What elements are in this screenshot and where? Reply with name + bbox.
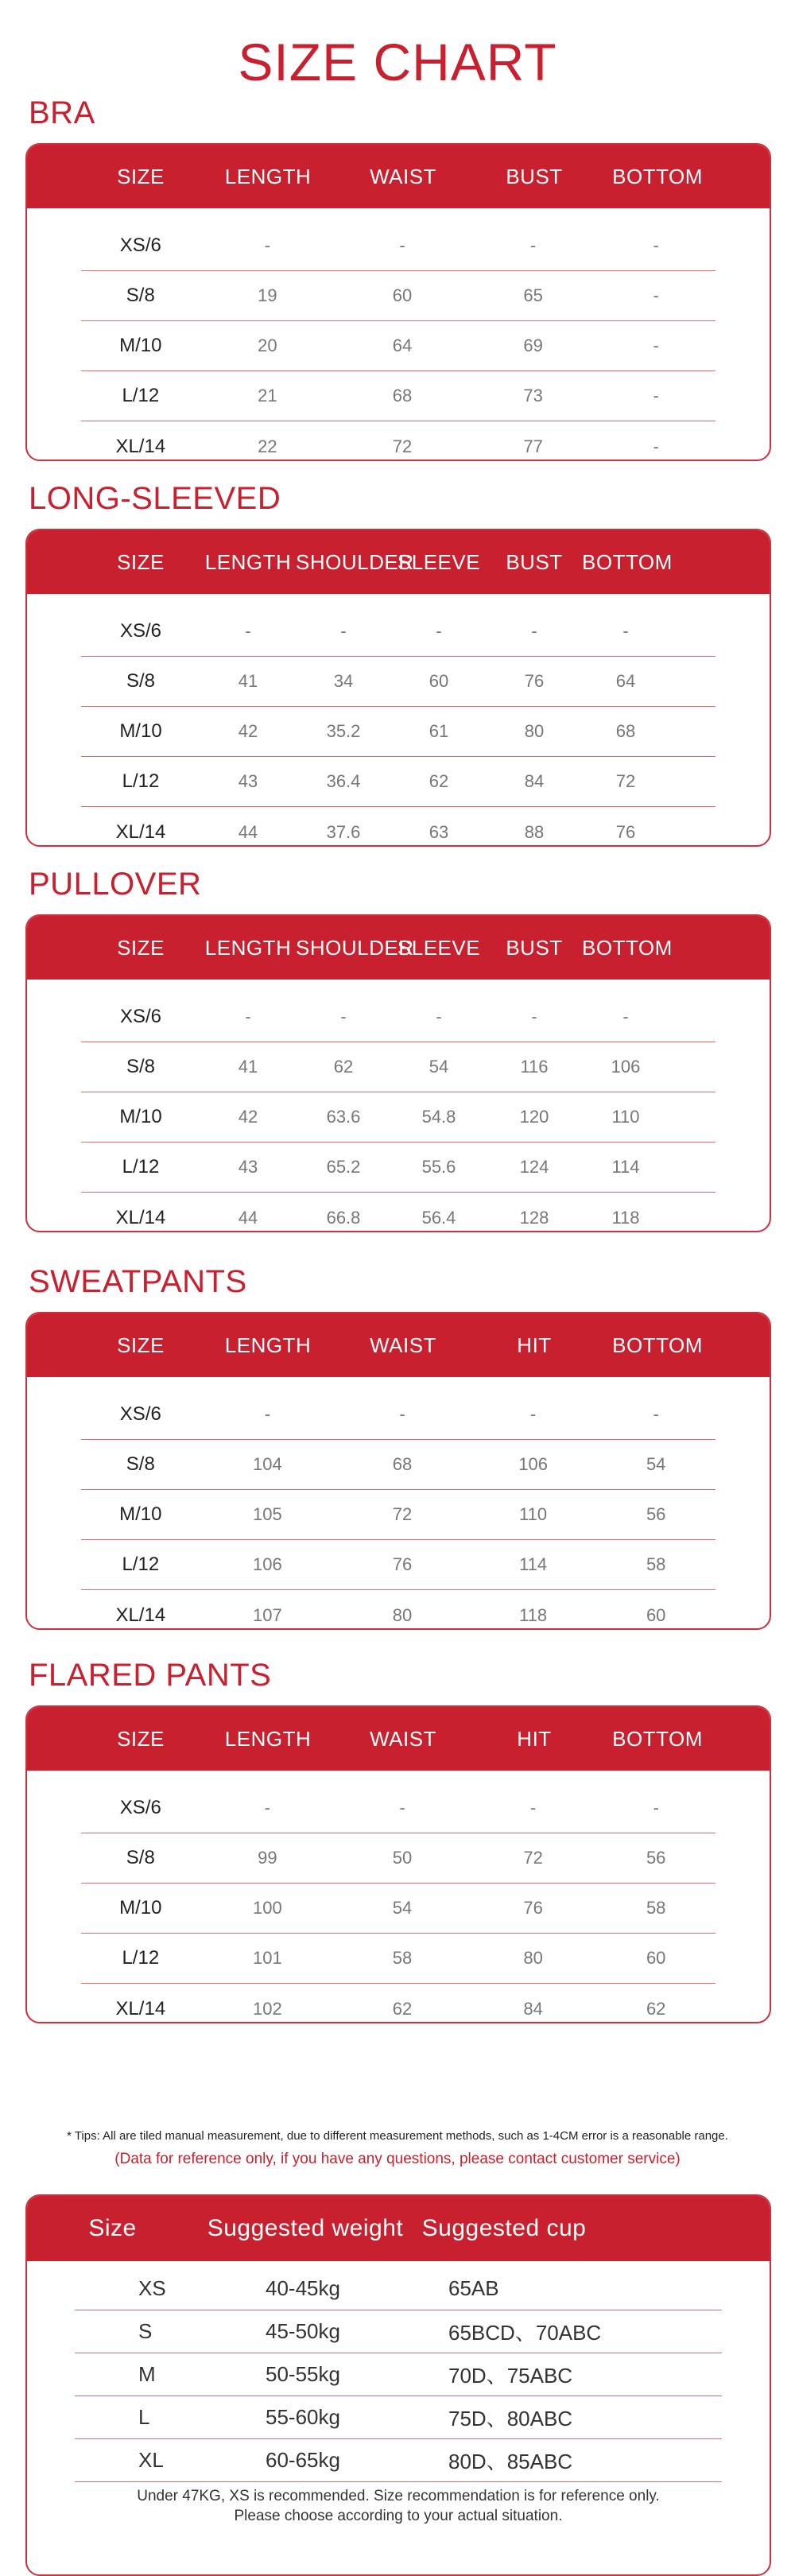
measurement-cell: 41 [238,1057,258,1077]
measurement-cell: 54 [429,1057,449,1077]
measurement-cell: 69 [523,336,543,355]
table-row [81,221,716,271]
measurement-cell: 114 [519,1554,548,1574]
measurement-cell: 60 [646,1604,666,1625]
table-row [81,1783,716,1833]
table-body [27,1771,770,2023]
size-label: XL/14 [115,821,166,843]
footer-line-1: Under 47KG, XS is recommended. Size recommendation is for reference only. [137,2488,660,2504]
size-label: S [138,2319,153,2343]
measurement-cell: 76 [524,671,545,691]
size-table-4 [25,1705,771,2023]
tips-note: * Tips: All are tiled manual measurement, due to different measurement methods, such as 1-4CM error is a reasonable range. [67,2129,728,2143]
measurement-cell: 62 [392,1998,413,2019]
measurement-cell: 76 [523,1898,543,1918]
size-label: M/10 [119,335,162,356]
section-title-3: SWEATPANTS [29,1264,247,1299]
measurement-cell: 42 [238,721,258,741]
header-cell: BUST [506,935,563,960]
table-row [81,1984,716,2023]
size-label: L/12 [122,1947,160,1969]
measurement-cell: 106 [253,1554,282,1574]
table-header [27,1313,770,1377]
header-cell: BOTTOM [582,549,673,574]
header-cell: SIZE [117,164,165,188]
header-cell: SHOULDER [296,935,414,960]
table-row [81,992,716,1042]
table-body [27,208,770,461]
table-row [75,2396,722,2439]
measurement-cell: - [340,621,347,641]
size-label: S/8 [126,1453,155,1475]
table-body [27,980,770,1232]
measurement-cell: - [264,1404,271,1424]
table-row [81,607,716,657]
size-label: M/10 [119,1106,162,1127]
table-row [81,1440,716,1490]
table-row [81,1884,716,1934]
size-label: S/8 [126,285,155,306]
header-cell: BUST [506,164,563,188]
table-body [27,1377,770,1630]
size-label: L/12 [122,385,160,406]
header-cell: LENGTH [204,935,292,960]
cup-size: 65AB [448,2276,499,2300]
measurement-cell: - [436,621,442,641]
header-cell: WAIST [370,1333,436,1357]
measurement-cell: - [264,1798,271,1818]
measurement-cell: - [653,235,659,255]
measurement-cell: - [245,621,251,641]
cup-size: 65BCD、70ABC [448,2321,602,2345]
measurement-cell: 58 [392,1948,413,1968]
size-label: L/12 [122,1156,160,1177]
table-header [27,916,770,980]
measurement-cell: - [399,1798,405,1818]
header-suggested-weight: Suggested weight [207,2215,404,2241]
measurement-cell: 76 [392,1554,413,1574]
measurement-cell: 72 [523,1848,543,1868]
measurement-cell: - [653,285,659,305]
table-row [81,1934,716,1984]
measurement-cell: - [653,336,659,355]
size-label: L/12 [122,1554,160,1575]
size-label: XS/6 [119,1006,162,1027]
measurement-cell: 62 [646,1998,666,2019]
measurement-cell: 19 [258,285,277,305]
table-row [81,271,716,321]
size-label: XL/14 [115,435,166,457]
measurement-cell: 63 [429,821,449,842]
measurement-cell: 120 [519,1107,549,1127]
table-row [81,1490,716,1540]
table-header [27,145,770,208]
measurement-cell: 34 [333,671,354,691]
measurement-cell: - [399,1404,405,1424]
measurement-cell: 20 [258,336,277,355]
table-row [81,1833,716,1884]
table-row [81,321,716,371]
size-label: XS/6 [119,1403,161,1425]
size-label: M/10 [119,1897,162,1918]
section-title-1: LONG-SLEEVED [29,481,281,516]
table-row [81,1143,716,1193]
table-row [75,2310,722,2353]
measurement-cell: 22 [258,436,277,456]
measurement-cell: 58 [646,1898,666,1918]
measurement-cell: 77 [523,436,543,456]
measurement-cell: 88 [524,821,545,842]
measurement-cell: 124 [519,1157,549,1177]
measurement-cell: 43 [238,1157,258,1177]
measurement-cell: 56 [646,1848,666,1868]
table-row [81,1590,716,1630]
measurement-cell: 56.4 [421,1207,456,1228]
measurement-cell: 54.8 [421,1107,456,1127]
table-row [75,2353,722,2396]
measurement-cell: 73 [523,386,543,405]
measurement-cell: 62 [333,1057,354,1077]
measurement-cell: 68 [392,1454,413,1474]
measurement-cell: 84 [523,1998,543,2019]
measurement-cell: 114 [611,1157,640,1177]
table-row [81,707,716,757]
measurement-cell: - [399,235,405,255]
size-label: S/8 [126,1056,156,1077]
measurement-cell: - [340,1007,347,1026]
measurement-cell: 80 [392,1604,413,1625]
measurement-cell: - [653,386,659,405]
measurement-cell: 60 [429,671,449,691]
measurement-cell: 72 [392,436,413,456]
header-cell: BUST [506,549,563,574]
measurement-cell: 56 [646,1504,666,1524]
header-cell: LENGTH [224,1333,312,1357]
measurement-cell: - [653,436,659,456]
measurement-cell: 44 [238,821,258,842]
measurement-cell: 118 [611,1207,640,1228]
section-title-0: BRA [29,95,95,130]
weight-range: 60-65kg [266,2448,340,2472]
measurement-cell: 44 [238,1207,258,1228]
measurement-cell: - [622,621,629,641]
header-cell: SLEEVE [397,935,481,960]
size-label: XL/14 [115,1206,166,1228]
measurement-cell: 102 [253,1998,282,2019]
measurement-cell: 58 [646,1554,666,1574]
measurement-cell: 41 [238,671,258,691]
size-label: XL [138,2448,164,2472]
size-label: XS/6 [119,235,161,256]
size-label: L [138,2405,150,2429]
size-label: XS/6 [119,1797,161,1818]
measurement-cell: 72 [615,771,636,791]
measurement-cell: 68 [615,721,636,741]
measurement-cell: - [264,235,271,255]
measurement-cell: 60 [646,1948,666,1968]
measurement-cell: - [529,1798,537,1818]
measurement-cell: 84 [524,771,545,791]
measurement-cell: 76 [615,821,636,842]
header-suggested-cup: Suggested cup [421,2215,587,2241]
table-header [27,530,770,594]
header-cell: BOTTOM [612,1726,703,1751]
table-body [27,594,770,847]
cup-size: 70D、75ABC [448,2364,573,2388]
header-cell: WAIST [370,164,436,188]
measurement-cell: 64 [615,671,636,691]
weight-table-footer [27,2486,770,2526]
size-table-1 [25,529,771,847]
weight-range: 50-55kg [266,2362,340,2386]
header-cell: SHOULDER [296,549,414,574]
table-row [75,2268,722,2310]
measurement-cell: 72 [392,1504,413,1524]
measurement-cell: - [531,621,537,641]
measurement-cell: 66.8 [326,1207,361,1228]
measurement-cell: 107 [253,1604,282,1625]
measurement-cell: 100 [253,1898,282,1918]
header-size: Size [88,2215,137,2241]
measurement-cell: 50 [392,1848,413,1868]
measurement-cell: - [531,1007,537,1026]
measurement-cell: 106 [611,1057,641,1077]
header-cell: LENGTH [224,164,312,188]
measurement-cell: 42 [238,1107,258,1127]
header-cell: SIZE [117,1333,165,1357]
measurement-cell: - [622,1007,629,1026]
table-row [81,757,716,807]
measurement-cell: - [529,235,537,255]
size-label: S/8 [126,1847,155,1868]
table-row [81,1540,716,1590]
header-cell: BOTTOM [612,164,703,188]
measurement-cell: 65.2 [326,1157,361,1177]
size-label: M [138,2362,156,2386]
weight-table-header [27,2196,770,2261]
measurement-cell: 80 [523,1948,543,1968]
measurement-cell: 110 [519,1504,548,1524]
measurement-cell: 105 [253,1504,282,1524]
table-row [81,371,716,421]
header-cell: SIZE [117,935,165,960]
size-table-0 [25,143,771,461]
header-cell: LENGTH [204,549,292,574]
measurement-cell: - [653,1798,659,1818]
cup-size: 75D、80ABC [448,2407,573,2431]
measurement-cell: 36.4 [326,771,361,791]
weight-range: 55-60kg [266,2405,340,2429]
header-cell: WAIST [370,1726,436,1751]
table-row [81,1042,716,1092]
measurement-cell: 116 [520,1057,549,1077]
header-cell: BOTTOM [582,935,673,960]
measurement-cell: 54 [646,1454,666,1474]
table-header [27,1707,770,1771]
section-title-4: FLARED PANTS [29,1658,272,1693]
header-cell: HIT [517,1333,552,1357]
measurement-cell: 68 [392,386,413,405]
measurement-cell: 63.6 [326,1107,361,1127]
measurement-cell: 80 [524,721,545,741]
measurement-cell: 104 [253,1454,282,1474]
table-row [81,1092,716,1143]
size-label: XL/14 [115,1604,166,1626]
measurement-cell: 43 [238,771,258,791]
header-cell: HIT [517,1726,552,1751]
measurement-cell: 99 [258,1848,277,1868]
measurement-cell: 65 [523,285,543,305]
measurement-cell: - [245,1007,251,1026]
measurement-cell: - [529,1404,537,1424]
measurement-cell: 106 [518,1454,548,1474]
size-label: L/12 [122,770,160,792]
measurement-cell: 35.2 [326,721,361,741]
measurement-cell: 64 [392,336,413,355]
weight-range: 45-50kg [266,2319,340,2343]
table-row [81,807,716,847]
table-row [81,1390,716,1440]
weight-recommendation-table [25,2194,771,2576]
measurement-cell: 128 [519,1207,549,1228]
measurement-cell: 37.6 [326,821,361,842]
table-row [81,421,716,461]
header-cell: BOTTOM [612,1333,703,1357]
measurement-cell: - [436,1007,442,1026]
page-title: SIZE CHART [238,33,557,91]
size-label: M/10 [119,720,162,742]
measurement-cell: 110 [611,1107,640,1127]
size-label: XL/14 [115,1997,166,2019]
measurement-cell: 62 [429,771,449,791]
measurement-cell: 101 [253,1948,282,1968]
size-label: M/10 [119,1503,162,1525]
measurement-cell: 55.6 [421,1157,456,1177]
measurement-cell: 60 [392,285,413,305]
table-row [75,2439,722,2482]
section-title-2: PULLOVER [29,867,202,902]
measurement-cell: 118 [519,1604,548,1625]
reference-note: (Data for reference only, if you have any questions, please contact customer service) [114,2151,681,2167]
table-row [81,657,716,707]
size-table-3 [25,1312,771,1630]
cup-size: 80D、85ABC [448,2450,573,2473]
size-label: XS [138,2276,166,2300]
header-cell: SIZE [117,1726,165,1751]
measurement-cell: 61 [429,721,449,741]
header-cell: SLEEVE [397,549,481,574]
weight-table-body [27,2261,770,2482]
header-cell: SIZE [117,549,165,574]
measurement-cell: - [653,1404,659,1424]
size-table-2 [25,914,771,1232]
measurement-cell: 54 [392,1898,413,1918]
measurement-cell: 21 [258,386,277,405]
header-cell: LENGTH [224,1726,312,1751]
size-label: XS/6 [119,620,162,642]
table-row [81,1193,716,1232]
size-label: S/8 [126,670,156,692]
weight-range: 40-45kg [266,2276,340,2300]
footer-line-2: Please choose according to your actual situation. [234,2508,563,2524]
